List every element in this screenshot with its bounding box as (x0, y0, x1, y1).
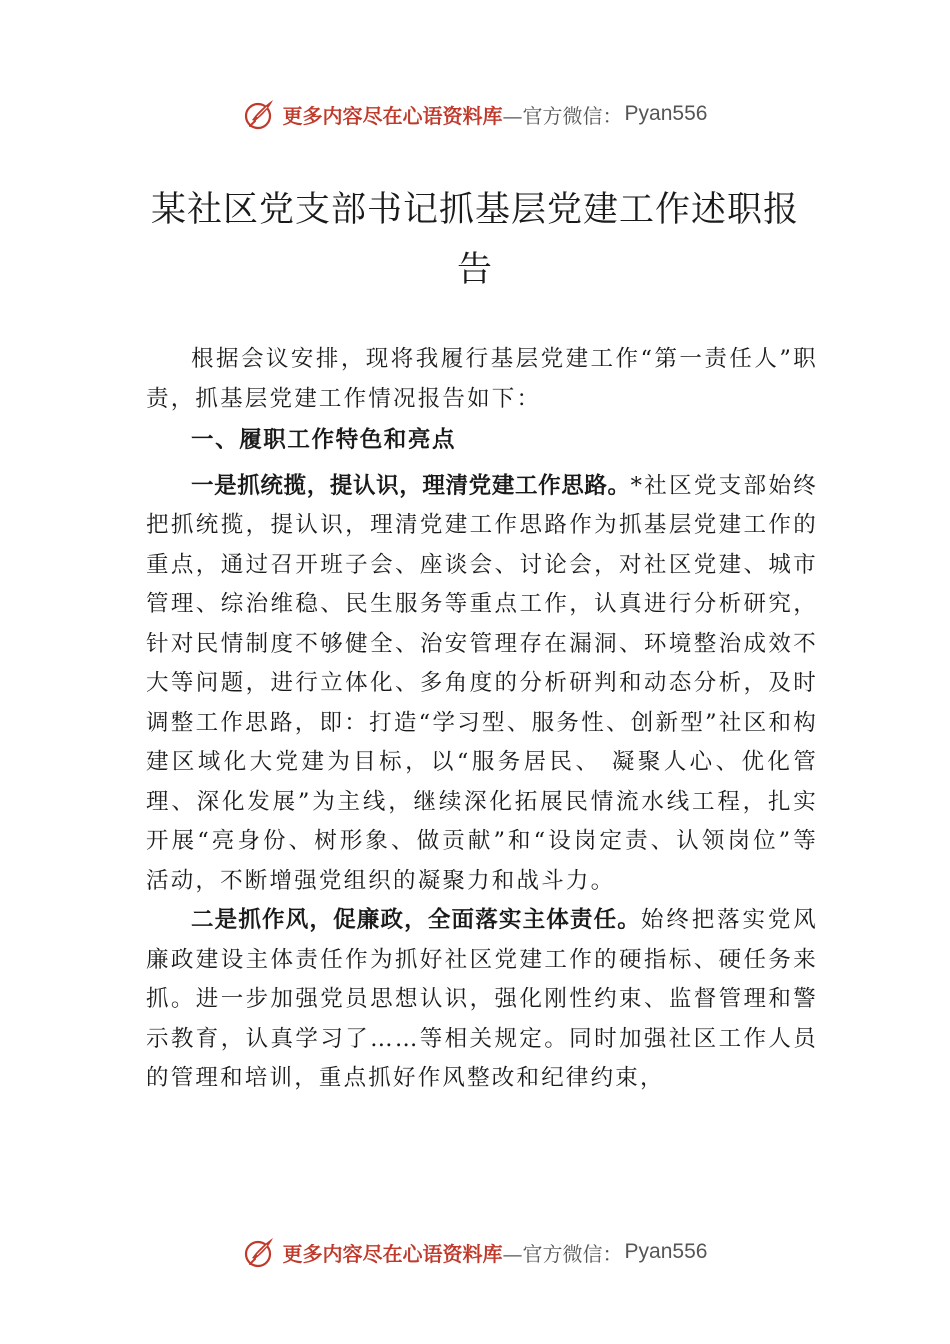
banner-library-text: 更多内容尽在心语资料库 (282, 1241, 503, 1266)
item-paragraph-1 (146, 467, 818, 902)
quill-pen-logo-icon (243, 1235, 277, 1269)
banner-library-text: 更多内容尽在心语资料库 (282, 103, 503, 128)
title-line-1: 某社区党支部书记抓基层党建工作述职报 (150, 190, 799, 230)
quill-pen-logo-icon (243, 97, 277, 131)
footer-banner (0, 1232, 950, 1272)
title-line-2: 告 (456, 250, 493, 290)
header-banner (0, 94, 950, 134)
document-body (146, 340, 818, 1099)
intro-paragraph: 根据会议安排，现将我履行基层党建工作“第一责任人”职责，抓基层党建工作情况报告如下： (146, 346, 818, 412)
item-1-body: *社区党支部始终把抓统揽，提认识，理清党建工作思路作为抓基层党建工作的重点，通过召开班子会、座谈会、讨论会，对社区党建、城市管理、综治维稳、民生服务等重点工作，认真进行分析研究，针对民情制度不够健全、治安管理存在漏洞、环境整治成效不大等问题，进行立体化、多角度的分析研判和动态分析，及时调整工作思路，即：打造“学习型、服务性、创新型”社区和构建区域化大党建为目标，以“服务居民、 凝聚人心、优化管理、深化发展”为主线，继续深化拓展民情流水线工程，扎实开展“亮身份、树形象、做贡献”和“设岗定责、认领岗位”等活动，不断增强党组织的凝聚力和战斗力。 (146, 472, 818, 894)
banner-wechat-id: Pyan556 (624, 102, 708, 125)
banner-wechat-id: Pyan556 (624, 1240, 708, 1263)
item-2-lead: 二是抓作风，促廉政，全面落实主体责任。 (191, 907, 641, 933)
item-paragraph-2 (146, 901, 818, 1099)
banner-wechat-label: —官方微信： (502, 103, 623, 128)
banner-wechat-label: —官方微信： (502, 1241, 623, 1266)
item-2-body: 始终把落实党风廉政建设主体责任作为抓好社区党建工作的硬指标、硬任务来抓。进一步加强党员思想认识，强化刚性约束、监督管理和警示教育，认真学习了……等相关规定。同时加强社区工作人员的管理和培训，重点抓好作风整改和纪律约束， (146, 907, 818, 1091)
item-1-lead: 一是抓统揽，提认识，理清党建工作思路。 (191, 472, 631, 499)
document-title (140, 180, 810, 300)
section-heading-1: 一、履职工作特色和亮点 (191, 427, 457, 453)
